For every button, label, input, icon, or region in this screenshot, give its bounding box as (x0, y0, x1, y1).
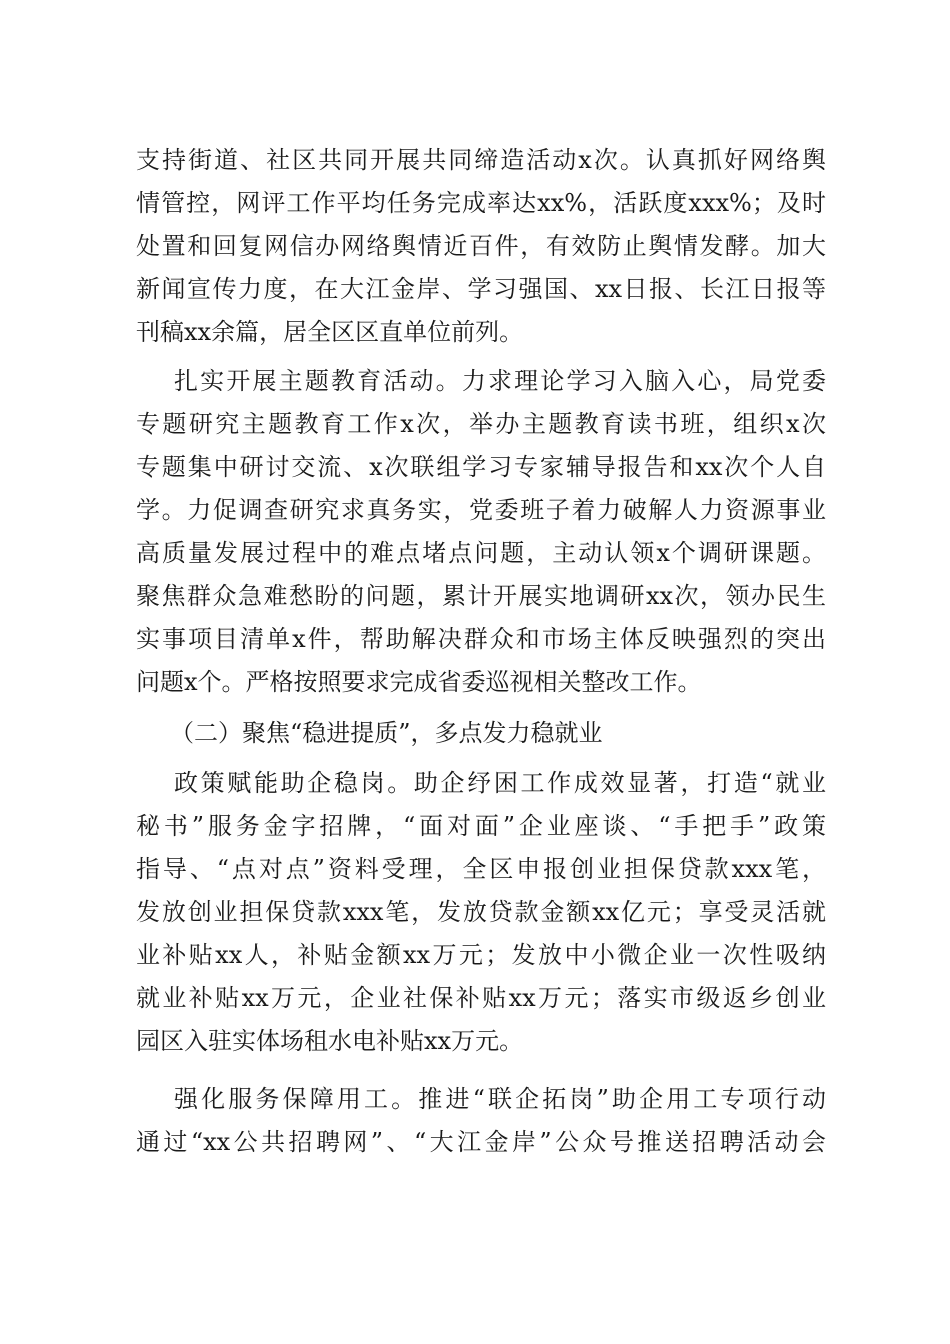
paragraph-2-line: 问题x个。严格按照要求完成省委巡视相关整改工作。 (136, 668, 702, 696)
paragraph-1-line: 刊稿xx余篇，居全区区直单位前列。 (136, 318, 524, 346)
paragraph-4-line: 强化服务保障用工。推进“联企拓岗”助企用工专项行动 (174, 1085, 826, 1113)
paragraph-3-line: 秘书”服务金字招牌，“面对面”企业座谈、“手把手”政策 (136, 812, 826, 840)
paragraph-4-line: 通过“xx公共招聘网”、“大江金岸”公众号推送招聘活动会 (136, 1128, 826, 1156)
paragraph-3-line: 就业补贴xx万元，企业社保补贴xx万元；落实市级返乡创业 (136, 984, 826, 1012)
paragraph-2-line: 扎实开展主题教育活动。力求理论学习入脑入心，局党委 (174, 367, 826, 395)
paragraph-1-line: 新闻宣传力度，在大江金岸、学习强国、xx日报、长江日报等 (136, 275, 826, 303)
paragraph-2-line: 专题集中研讨交流、x次联组学习专家辅导报告和xx次个人自 (136, 453, 826, 481)
paragraph-2-line: 聚焦群众急难愁盼的问题，累计开展实地调研xx次，领办民生 (136, 582, 826, 610)
paragraph-1-line: 支持街道、社区共同开展共同缔造活动x次。认真抓好网络舆 (136, 146, 826, 174)
paragraph-3-line: 业补贴xx人，补贴金额xx万元；发放中小微企业一次性吸纳 (136, 941, 826, 969)
paragraph-3-line: 园区入驻实体场租水电补贴xx万元。 (136, 1027, 524, 1055)
paragraph-3-line: 指导、“点对点”资料受理，全区申报创业担保贷款xxx笔， (136, 855, 826, 883)
paragraph-3-line: 发放创业担保贷款xxx笔，发放贷款金额xx亿元；享受灵活就 (136, 898, 826, 926)
paragraph-2-line: 学。力促调查研究求真务实，党委班子着力破解人力资源事业 (136, 496, 826, 524)
paragraph-1-line: 情管控，网评工作平均任务完成率达xx%，活跃度xxx%；及时 (136, 189, 826, 217)
paragraph-2-line: 高质量发展过程中的难点堵点问题，主动认领x个调研课题。 (136, 539, 826, 567)
paragraph-3-line: 政策赋能助企稳岗。助企纾困工作成效显著，打造“就业 (174, 769, 826, 797)
paragraph-2-line: 专题研究主题教育工作x次，举办主题教育读书班，组织x次 (136, 410, 826, 438)
paragraph-2-line: 实事项目清单x件，帮助解决群众和市场主体反映强烈的突出 (136, 625, 826, 653)
paragraph-1-line: 处置和回复网信办网络舆情近百件，有效防止舆情发酵。加大 (136, 232, 826, 260)
section-heading: （二）聚焦“稳进提质”，多点发力稳就业 (170, 719, 603, 747)
